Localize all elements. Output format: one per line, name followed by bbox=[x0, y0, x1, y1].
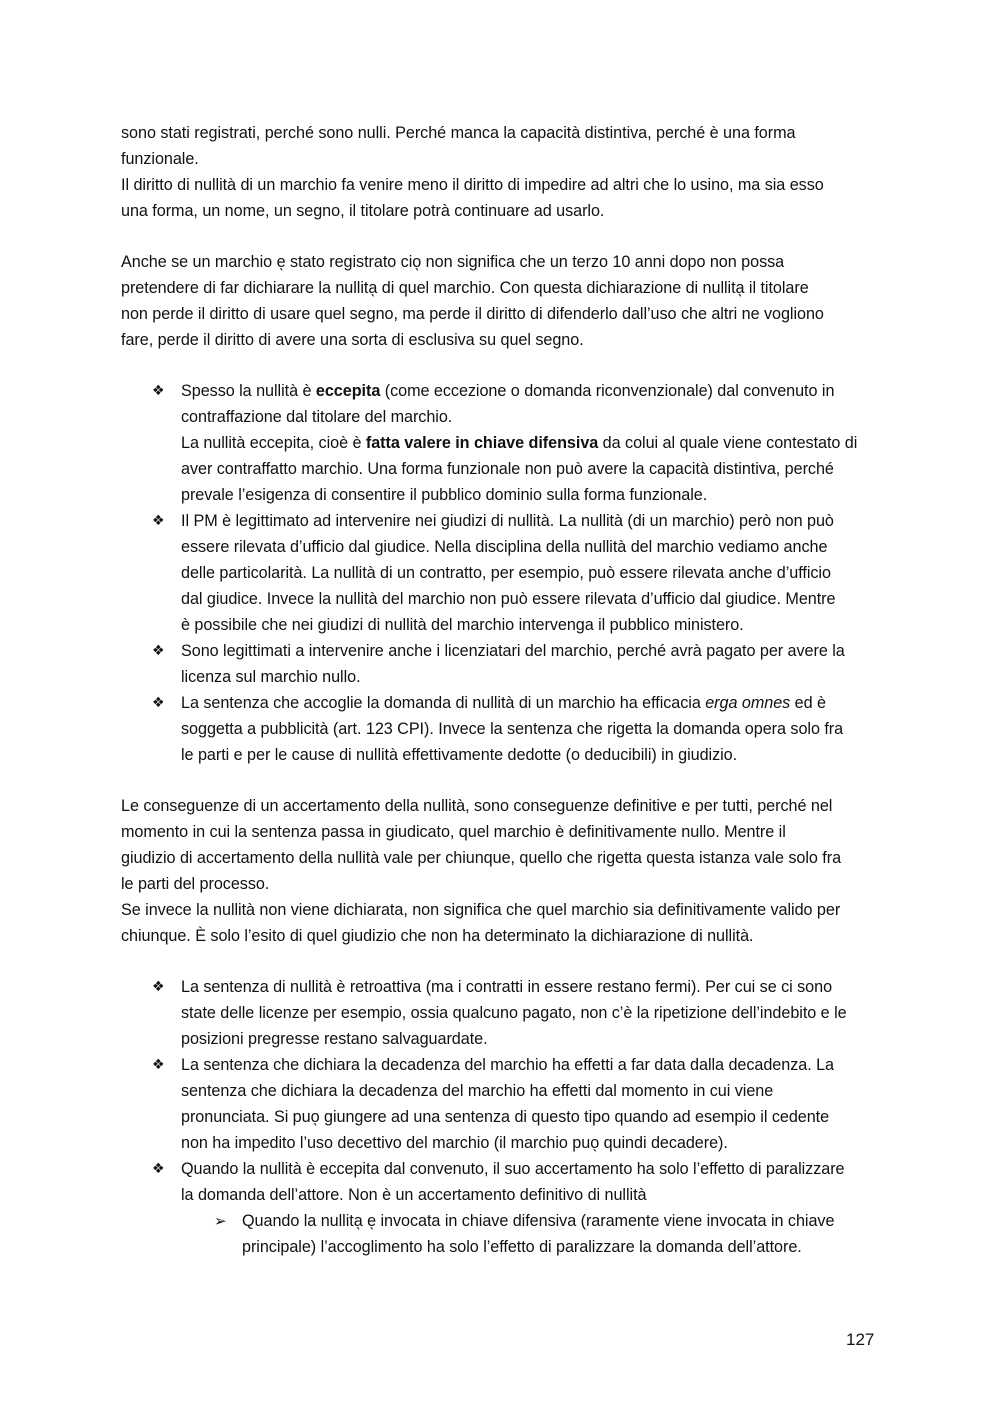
list2-sub1-line-2: principale) l’accoglimento ha solo l’effetto di paralizzare la domanda dell’attore. bbox=[242, 1238, 802, 1256]
list1-b1-text-cont: (come eccezione o domanda riconvenzionale) dal convenuto in bbox=[380, 382, 835, 400]
list1-b1-text: Spesso la nullità è bbox=[181, 382, 316, 400]
list1-b2-line-4: dal giudice. Invece la nullità del marchio non può essere rilevata d’ufficio dal giudice. Mentre bbox=[181, 590, 836, 608]
list1-b1-line-2: contraffazione dal titolare del marchio. bbox=[181, 408, 453, 426]
middle-p3-line-4: le parti del processo. bbox=[121, 875, 270, 893]
list1-b4-line-3: le parti e per le cause di nullità effettivamente dedotte (o deducibili) in giudizio. bbox=[181, 746, 738, 764]
list1-b2-line-2: essere rilevata d’ufficio dal giudice. Nella disciplina della nullità del marchio vediamo anche bbox=[181, 538, 828, 556]
list2-b2-line-3: pronunciata. Si puo̖ giungere ad una sentenza di questo tipo quando ad esempio il cedente bbox=[181, 1108, 830, 1126]
list1-b4-text: La sentenza che accoglie la domanda di nullità di un marchio ha efficacia bbox=[181, 694, 706, 712]
list1-b3-line-2: licenza sul marchio nullo. bbox=[181, 668, 361, 686]
list2-b3-line-1: Quando la nullità è eccepita dal convenuto, il suo accertamento ha solo l’effetto di paralizzare bbox=[181, 1160, 845, 1178]
intro-p1-line-4: una forma, un nome, un segno, il titolare potrà continuare ad usarlo. bbox=[121, 202, 605, 220]
intro-p1-line-1: sono stati registrati, perché sono nulli. Perché manca la capacità distintiva, perché è una forma bbox=[121, 124, 796, 142]
intro-p2-line-4: fare, perde il diritto di avere una sorta di esclusiva su quel segno. bbox=[121, 331, 584, 349]
diamond-bullet-icon: ❖ bbox=[152, 1057, 165, 1073]
middle-p3-line-1: Le conseguenze di un accertamento della nullità, sono conseguenze definitive e per tutti, perché nel bbox=[121, 797, 833, 815]
list1-b3-line-1: Sono legittimati a intervenire anche i licenziatari del marchio, perché avrà pagato per avere la bbox=[181, 642, 845, 660]
diamond-bullet-icon: ❖ bbox=[152, 695, 165, 711]
list1-b2-line-3: delle particolarità. La nullità di un contratto, per esempio, può essere rilevata anche d’ufficio bbox=[181, 564, 831, 582]
list1-b2-line-1: Il PM è legittimato ad intervenire nei giudizi di nullità. La nullità (di un marchio) però non può bbox=[181, 512, 834, 530]
diamond-bullet-icon: ❖ bbox=[152, 513, 165, 529]
intro-p1-line-3: Il diritto di nullità di un marchio fa venire meno il diritto di impedire ad altri che lo usino, ma sia esso bbox=[121, 176, 824, 194]
page-number: 127 bbox=[846, 1330, 875, 1349]
list1-b4-text-cont: ed è bbox=[790, 694, 826, 712]
list2-b3-line-2: la domanda dell’attore. Non è un accertamento definitivo di nullità bbox=[181, 1186, 647, 1204]
intro-p2-line-2: pretendere di far dichiarare la nullita̖ di quel marchio. Con questa dichiarazione di nullita̖ il titolare bbox=[121, 279, 809, 297]
list2-b1-line-3: posizioni pregresse restano salvaguardate. bbox=[181, 1030, 488, 1048]
intro-p2-line-3: non perde il diritto di usare quel segno, ma perde il diritto di difenderlo dall’uso che altri ne vogliono bbox=[121, 305, 824, 323]
list1-b4-italic-term: erga omnes bbox=[705, 694, 791, 712]
list1-b4-line-2: soggetta a pubblicità (art. 123 CPI). Invece la sentenza che rigetta la domanda opera solo fra bbox=[181, 720, 844, 738]
list1-b2-line-5: è possibile che nei giudizi di nullità del marchio intervenga il pubblico ministero. bbox=[181, 616, 744, 634]
list1-b4-line-1 bbox=[181, 693, 826, 713]
middle-p3-line-6: chiunque. È solo l’esito di quel giudizio che non ha determinato la dichiarazione di nullità. bbox=[121, 927, 754, 945]
list1-b1-l3-bold: fatta valere in chiave difensiva bbox=[365, 434, 599, 452]
list2-b2-line-2: sentenza che dichiara la decadenza del marchio ha effetti dal momento in cui viene bbox=[181, 1082, 774, 1100]
arrowhead-bullet-icon: ➢ bbox=[214, 1212, 227, 1230]
list2-b1-line-2: state delle licenze per esempio, ossia qualcuno pagato, non c’è la ripetizione dell’indebito e le bbox=[181, 1004, 847, 1022]
list2-sub1-line-1: Quando la nullita̖ e̖ invocata in chiave difensiva (raramente viene invocata in chiave bbox=[242, 1212, 835, 1230]
list1-b1-bold-term: eccepita bbox=[315, 382, 381, 400]
diamond-bullet-icon: ❖ bbox=[152, 383, 165, 399]
list2-b2-line-4: non ha impedito l’uso decettivo del marchio (il marchio puo̖ quindi decadere). bbox=[181, 1134, 728, 1152]
diamond-bullet-icon: ❖ bbox=[152, 643, 165, 659]
list1-b1-line-5: prevale l’esigenza di consentire il pubblico dominio sulla forma funzionale. bbox=[181, 486, 708, 504]
list1-b1-line-3 bbox=[181, 433, 857, 453]
list1-b1-line-4: aver contraffatto marchio. Una forma funzionale non può avere la capacità distintiva, perché bbox=[181, 460, 834, 478]
list1-b1-l3-text-cont: da colui al quale viene contestato di bbox=[598, 434, 858, 452]
intro-p1-line-2: funzionale. bbox=[121, 150, 199, 168]
list2-b2-line-1: La sentenza che dichiara la decadenza del marchio ha effetti a far data dalla decadenza. La bbox=[181, 1056, 834, 1074]
list2-b1-line-1: La sentenza di nullità è retroattiva (ma i contratti in essere restano fermi). Per cui se ci sono bbox=[181, 978, 833, 996]
middle-p3-line-2: momento in cui la sentenza passa in giudicato, quel marchio è definitivamente nullo. Mentre il bbox=[121, 823, 786, 841]
diamond-bullet-icon: ❖ bbox=[152, 979, 165, 995]
list1-b1-line-1 bbox=[181, 381, 834, 401]
intro-p2-line-1: Anche se un marchio e̖ stato registrato cio̖ non significa che un terzo 10 anni dopo non possa bbox=[121, 253, 785, 271]
list1-b1-l3-text: La nullità eccepita, cioè è bbox=[181, 434, 366, 452]
diamond-bullet-icon: ❖ bbox=[152, 1161, 165, 1177]
middle-p3-line-3: giudizio di accertamento della nullità vale per chiunque, quello che rigetta questa istanza vale solo fra bbox=[121, 849, 842, 867]
middle-p3-line-5: Se invece la nullità non viene dichiarata, non significa che quel marchio sia definitivamente valido per bbox=[121, 901, 841, 919]
